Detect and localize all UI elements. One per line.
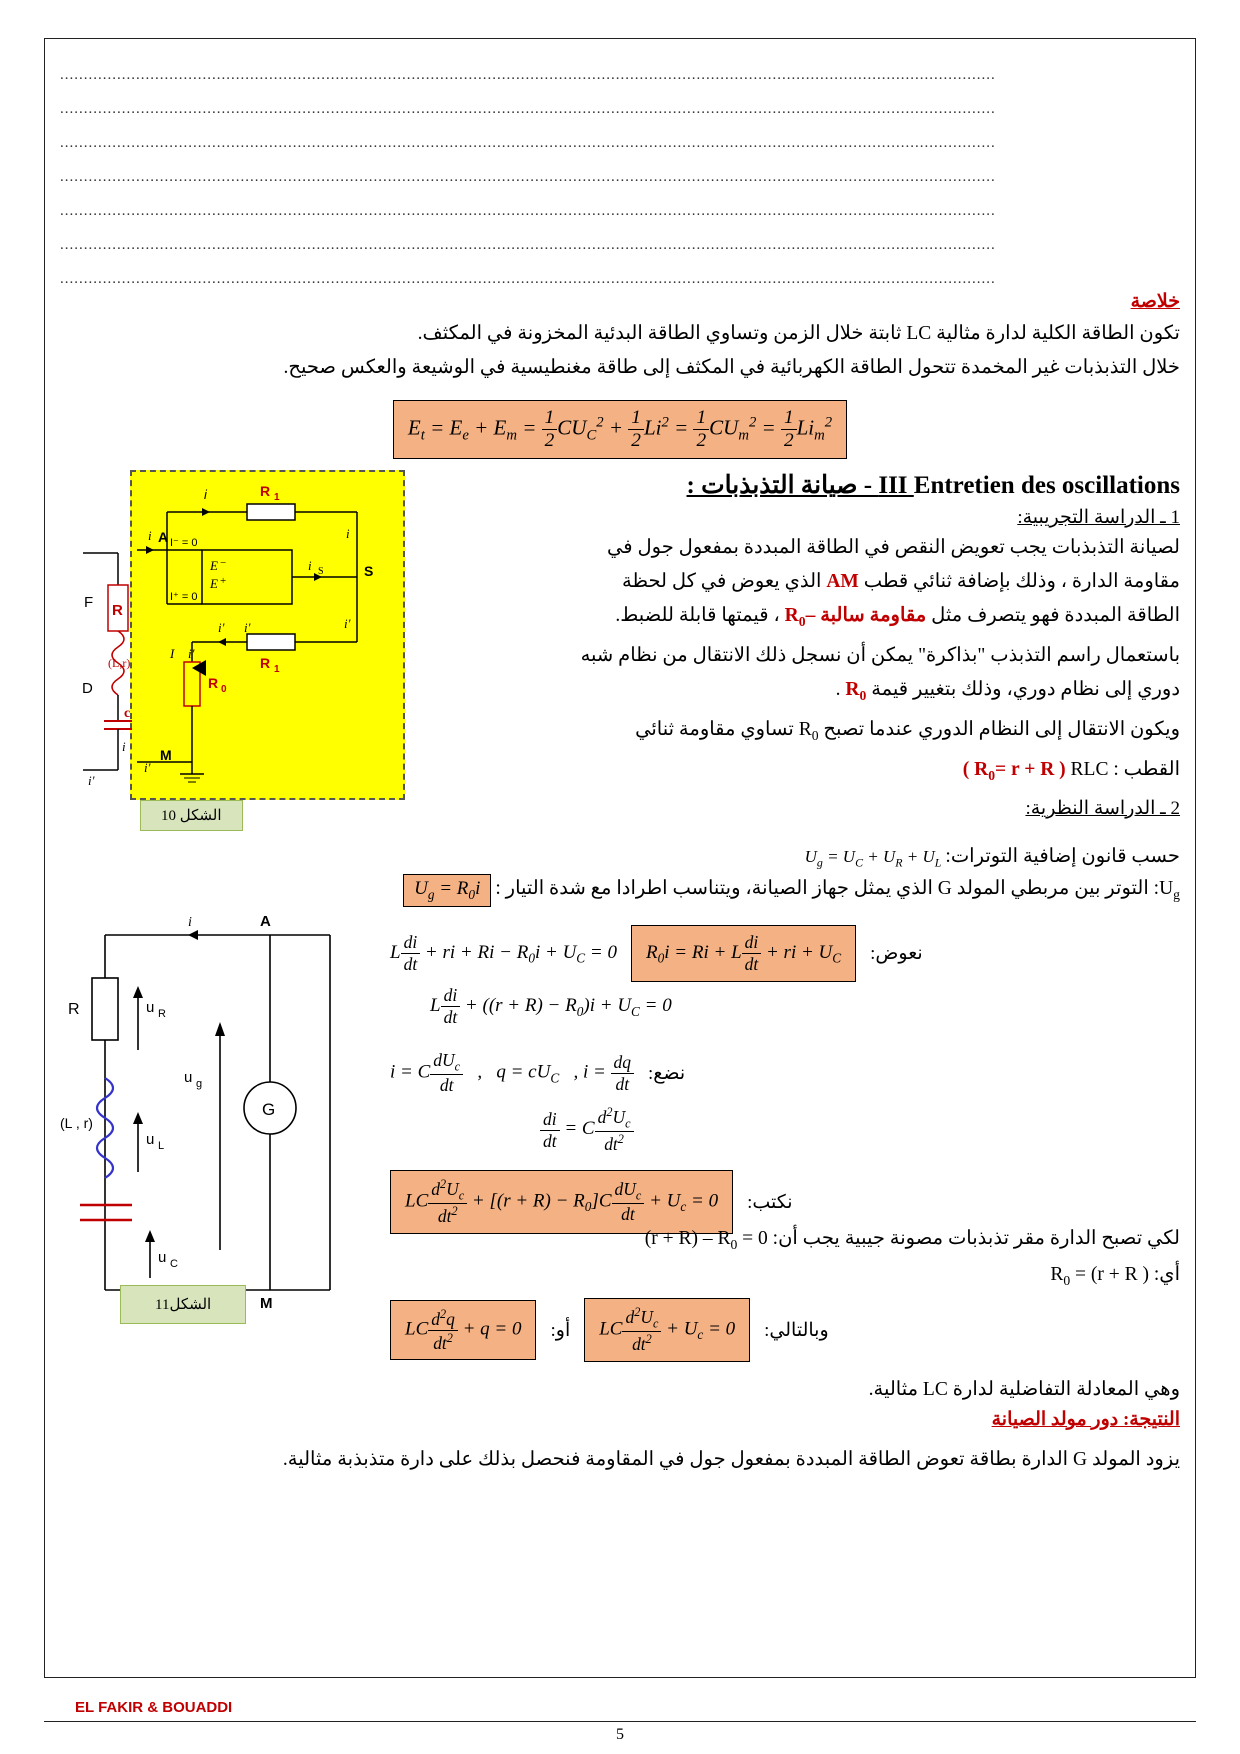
figure-10-caption: الشكل 10 bbox=[140, 800, 243, 831]
svg-text:I: I bbox=[170, 646, 175, 661]
svg-text:i: i bbox=[122, 739, 126, 754]
section-3-title-fr: Entretien des oscillations bbox=[913, 472, 1180, 499]
svg-text:G: G bbox=[262, 1100, 276, 1119]
svg-text:S: S bbox=[318, 566, 324, 577]
svg-text:i: i bbox=[308, 558, 312, 573]
svg-text:0: 0 bbox=[221, 684, 227, 695]
svg-text:M: M bbox=[160, 747, 172, 763]
svg-text:M: M bbox=[260, 1295, 273, 1312]
dotted-line: ..................................................................................................................................................................................................... bbox=[60, 169, 996, 185]
p3-r0: $R_0$ bbox=[845, 678, 867, 703]
p1-e: ، قيمتها bbox=[721, 605, 780, 626]
svg-text:I⁻ = 0: I⁻ = 0 bbox=[170, 537, 198, 549]
condition-equation: $(r + R) - R_0 = 0$ bbox=[644, 1228, 768, 1252]
p4-sub: 0 bbox=[811, 727, 819, 743]
svg-text:i: i bbox=[148, 528, 152, 543]
figure-10-caption-wrap bbox=[140, 800, 243, 831]
equation-3: i = C $\frac{dU_c}{dt}$ , $q = cU_C$ , i = $\frac{dq}{dt}$ bbox=[390, 1050, 634, 1096]
label-substitute: نعوض: bbox=[870, 943, 923, 964]
figure-10-left-branch bbox=[78, 545, 148, 805]
dotted-line: ..................................................................................................................................................................................................... bbox=[60, 203, 996, 219]
svg-text:+: + bbox=[220, 575, 227, 587]
voltage-law-label: حسب قانون إضافية التوترات: bbox=[945, 846, 1180, 867]
svg-text:C: C bbox=[170, 1258, 178, 1270]
svg-text:R: R bbox=[112, 602, 123, 619]
energy-formula-container bbox=[0, 400, 1240, 459]
footer-divider bbox=[44, 1721, 1196, 1722]
ai-line bbox=[460, 1258, 1180, 1298]
svg-text:i': i' bbox=[344, 616, 351, 631]
label-therefore: وبالتالي: bbox=[764, 1319, 829, 1341]
svg-text:1: 1 bbox=[274, 492, 280, 503]
dotted-answer-lines bbox=[60, 58, 1180, 296]
svg-text:L: L bbox=[158, 1140, 165, 1152]
svg-text:−: − bbox=[220, 557, 227, 569]
svg-text:R: R bbox=[260, 483, 271, 499]
summary-line-2: خلال التذبذبات غير المخمدة تتحول الطاقة الكهربائية في المكثف إلى طاقة مغنطيسية في الوشيعة والعكس صحيح. bbox=[283, 357, 1180, 378]
svg-text:E: E bbox=[210, 558, 218, 573]
svg-text:i': i' bbox=[218, 620, 225, 635]
p5-rlc: RLC : bbox=[1070, 758, 1119, 780]
p5-condition: ( $R_0= r + R$ ) bbox=[962, 758, 1066, 783]
svg-text:R: R bbox=[208, 675, 219, 691]
figure-11-caption: الشكل11 bbox=[120, 1285, 246, 1324]
svg-text:E: E bbox=[210, 576, 218, 591]
ug-text: $U_g$: التوتر بين مربطي المولد G الذي يمثل جهاز الصيانة، ويتناسب اطرادا مع شدة التيار : bbox=[495, 878, 1180, 902]
section-3-title-ar: III - صيانة التذبذبات : bbox=[686, 472, 908, 499]
svg-text:R: R bbox=[158, 1008, 166, 1020]
figure-11-circuit-svg bbox=[60, 900, 360, 1320]
closing-line: وهي المعادلة التفاضلية لدارة LC مثالية. bbox=[868, 1379, 1180, 1400]
dotted-line: ..................................................................................................................................................................................................... bbox=[60, 67, 996, 83]
ai-label: أي: bbox=[1153, 1264, 1180, 1285]
p1-f: قابلة للضبط. bbox=[615, 605, 717, 626]
svg-text:g: g bbox=[196, 1078, 203, 1090]
svg-text:i: i bbox=[204, 487, 207, 502]
p4-b: تساوي مقاومة ثنائي bbox=[635, 718, 794, 740]
section-3-sub-2: 2 ـ الدراسة النظرية: bbox=[1025, 797, 1180, 819]
svg-text:i': i' bbox=[244, 620, 251, 635]
section-3-sub-1: 1 ـ الدراسة التجريبية: bbox=[1017, 507, 1180, 528]
svg-text:I⁺ = 0: I⁺ = 0 bbox=[170, 591, 198, 603]
voltage-law-formula: $U_g = U_C + U_R + U_L$ bbox=[804, 847, 942, 870]
energy-formula-box: $E_t = E_e + E_m$ = $\frac{1}{2}$ $CU_C^2$ + $\frac{1}{2}$ $Li^2$ = $\frac{1}{2}$ $CU_m^2$ = $\frac{1}{2}$ $Li_m^2$ bbox=[393, 400, 847, 459]
p1-am: AM bbox=[826, 571, 859, 592]
ug-formula-box: $U_g = R_0i$ bbox=[403, 874, 491, 907]
p2: باستعمال راسم التذبذب "بذاكرة" يمكن أن نسجل ذلك الانتقال من نظام شبه bbox=[580, 644, 1180, 666]
equation-2: L $\frac{di}{dt}$ + $((r + R) - R_0)i + U_C = 0$ bbox=[430, 985, 672, 1027]
svg-text:(L , r): (L , r) bbox=[60, 1115, 93, 1131]
equation-4: $\frac{di}{dt}$ = C $\frac{d^2U_c}{dt^2}$ bbox=[540, 1105, 634, 1155]
section-3-paragraph-1 bbox=[510, 531, 1180, 793]
result-heading: النتيجة: دور مولد الصيانة bbox=[991, 1409, 1180, 1430]
svg-text:u: u bbox=[184, 1069, 193, 1086]
p3-b: . bbox=[835, 678, 841, 700]
final-equations-row bbox=[390, 1298, 1180, 1362]
svg-text:c: c bbox=[124, 706, 131, 721]
summary-line-1: تكون الطاقة الكلية لدارة مثالية LC ثابتة خلال الزمن وتساوي الطاقة البدئية المخزونة في المكثف. bbox=[417, 323, 1180, 344]
svg-text:1: 1 bbox=[274, 664, 280, 675]
svg-text:u: u bbox=[146, 999, 155, 1016]
dotted-line: ..................................................................................................................................................................................................... bbox=[60, 271, 996, 287]
condition-line bbox=[460, 1222, 1180, 1262]
ug-definition-line bbox=[390, 872, 1180, 912]
figure-10-circuit-svg bbox=[132, 472, 403, 798]
svg-text:R: R bbox=[260, 655, 271, 671]
svg-text:i': i' bbox=[188, 646, 195, 661]
svg-text:R: R bbox=[68, 1001, 80, 1018]
voltage-law-line bbox=[510, 840, 1180, 874]
equation-row-1 bbox=[390, 925, 1180, 982]
figure-11-caption-wrap bbox=[120, 1285, 246, 1324]
svg-text:A: A bbox=[260, 913, 271, 930]
p3-a: دوري إلى نظام دوري، وذلك بتغيير قيمة bbox=[871, 678, 1180, 700]
page-number: 5 bbox=[616, 1726, 624, 1743]
label-set: نضع: bbox=[648, 1062, 686, 1084]
equation-row-3 bbox=[390, 1050, 1180, 1096]
condition-text: لكي تصبح الدارة مقر تذبذبات مصونة جيبية يجب أن: bbox=[772, 1228, 1180, 1249]
svg-text:i': i' bbox=[88, 773, 95, 788]
svg-text:i: i bbox=[188, 915, 192, 930]
p4-a: ويكون الانتقال إلى النظام الدوري عندما تصبح R bbox=[798, 718, 1180, 740]
final-equation-box-2: LC $\frac{d^2q}{dt^2}$ + q = 0 bbox=[390, 1300, 536, 1361]
p1-d: الطاقة المبددة فهو يتصرف مثل bbox=[931, 605, 1180, 626]
dotted-line: ..................................................................................................................................................................................................... bbox=[60, 101, 996, 117]
svg-text:i: i bbox=[346, 526, 350, 541]
svg-text:S: S bbox=[364, 563, 374, 579]
p5-a: القطب bbox=[1123, 758, 1180, 780]
equation-1-box: $R_0i = Ri + L$ $\frac{di}{dt}$ + ri + $U_C$ bbox=[631, 925, 856, 982]
equation-5-box: LC $\frac{d^2U_c}{dt^2}$ + $[(r + R) - R_0]C$ $\frac{dU_c}{dt}$ + $U_c = 0$ bbox=[390, 1170, 733, 1234]
dotted-line: ..................................................................................................................................................................................................... bbox=[60, 237, 996, 253]
label-write: نكتب: bbox=[747, 1191, 793, 1213]
footer-authors: EL FAKIR & BOUADDI bbox=[75, 1699, 233, 1716]
label-or: أو: bbox=[550, 1319, 571, 1341]
svg-text:A: A bbox=[158, 529, 169, 545]
dotted-line: ..................................................................................................................................................................................................... bbox=[60, 135, 996, 151]
svg-text:(L,r): (L,r) bbox=[108, 656, 131, 670]
svg-text:F: F bbox=[84, 594, 94, 611]
p1-b: مقاومة الدارة ، وذلك بإضافة ثنائي قطب bbox=[863, 571, 1180, 592]
section-3 bbox=[510, 470, 1180, 820]
figure-10 bbox=[130, 470, 405, 800]
equation-1-right: L $\frac{di}{dt}$ + ri + $Ri - R_0i + U_C = 0$ bbox=[390, 932, 617, 974]
result-text: يزود المولد G الدارة بطاقة تعوض الطاقة المبددة بمفعول جول في المقاومة فنحصل بذلك على دارة متذبذبة مثالية. bbox=[282, 1449, 1180, 1470]
final-equation-box-1: LC $\frac{d^2U_c}{dt^2}$ + $U_c = 0$ bbox=[584, 1298, 750, 1362]
svg-text:D: D bbox=[82, 680, 93, 697]
p1-a: لصيانة التذبذبات يجب تعويض النقص في الطاقة المبددة بمفعول جول في bbox=[607, 537, 1180, 558]
summary-section bbox=[60, 290, 1180, 385]
p1-c: الذي يعوض في كل لحظة bbox=[622, 571, 822, 592]
ai-equation: $R_0 = (r + R$ ) bbox=[1050, 1264, 1150, 1288]
p1-r0: $-R_0$ bbox=[784, 605, 816, 629]
svg-text:u: u bbox=[158, 1249, 167, 1266]
result-heading-wrap bbox=[60, 1408, 1180, 1431]
p1-neg: مقاومة سالبة bbox=[820, 605, 927, 626]
svg-text:u: u bbox=[146, 1131, 155, 1148]
section-3-title bbox=[510, 470, 1180, 500]
summary-heading: خلاصة bbox=[1130, 291, 1180, 312]
svg-text:i': i' bbox=[144, 760, 151, 775]
